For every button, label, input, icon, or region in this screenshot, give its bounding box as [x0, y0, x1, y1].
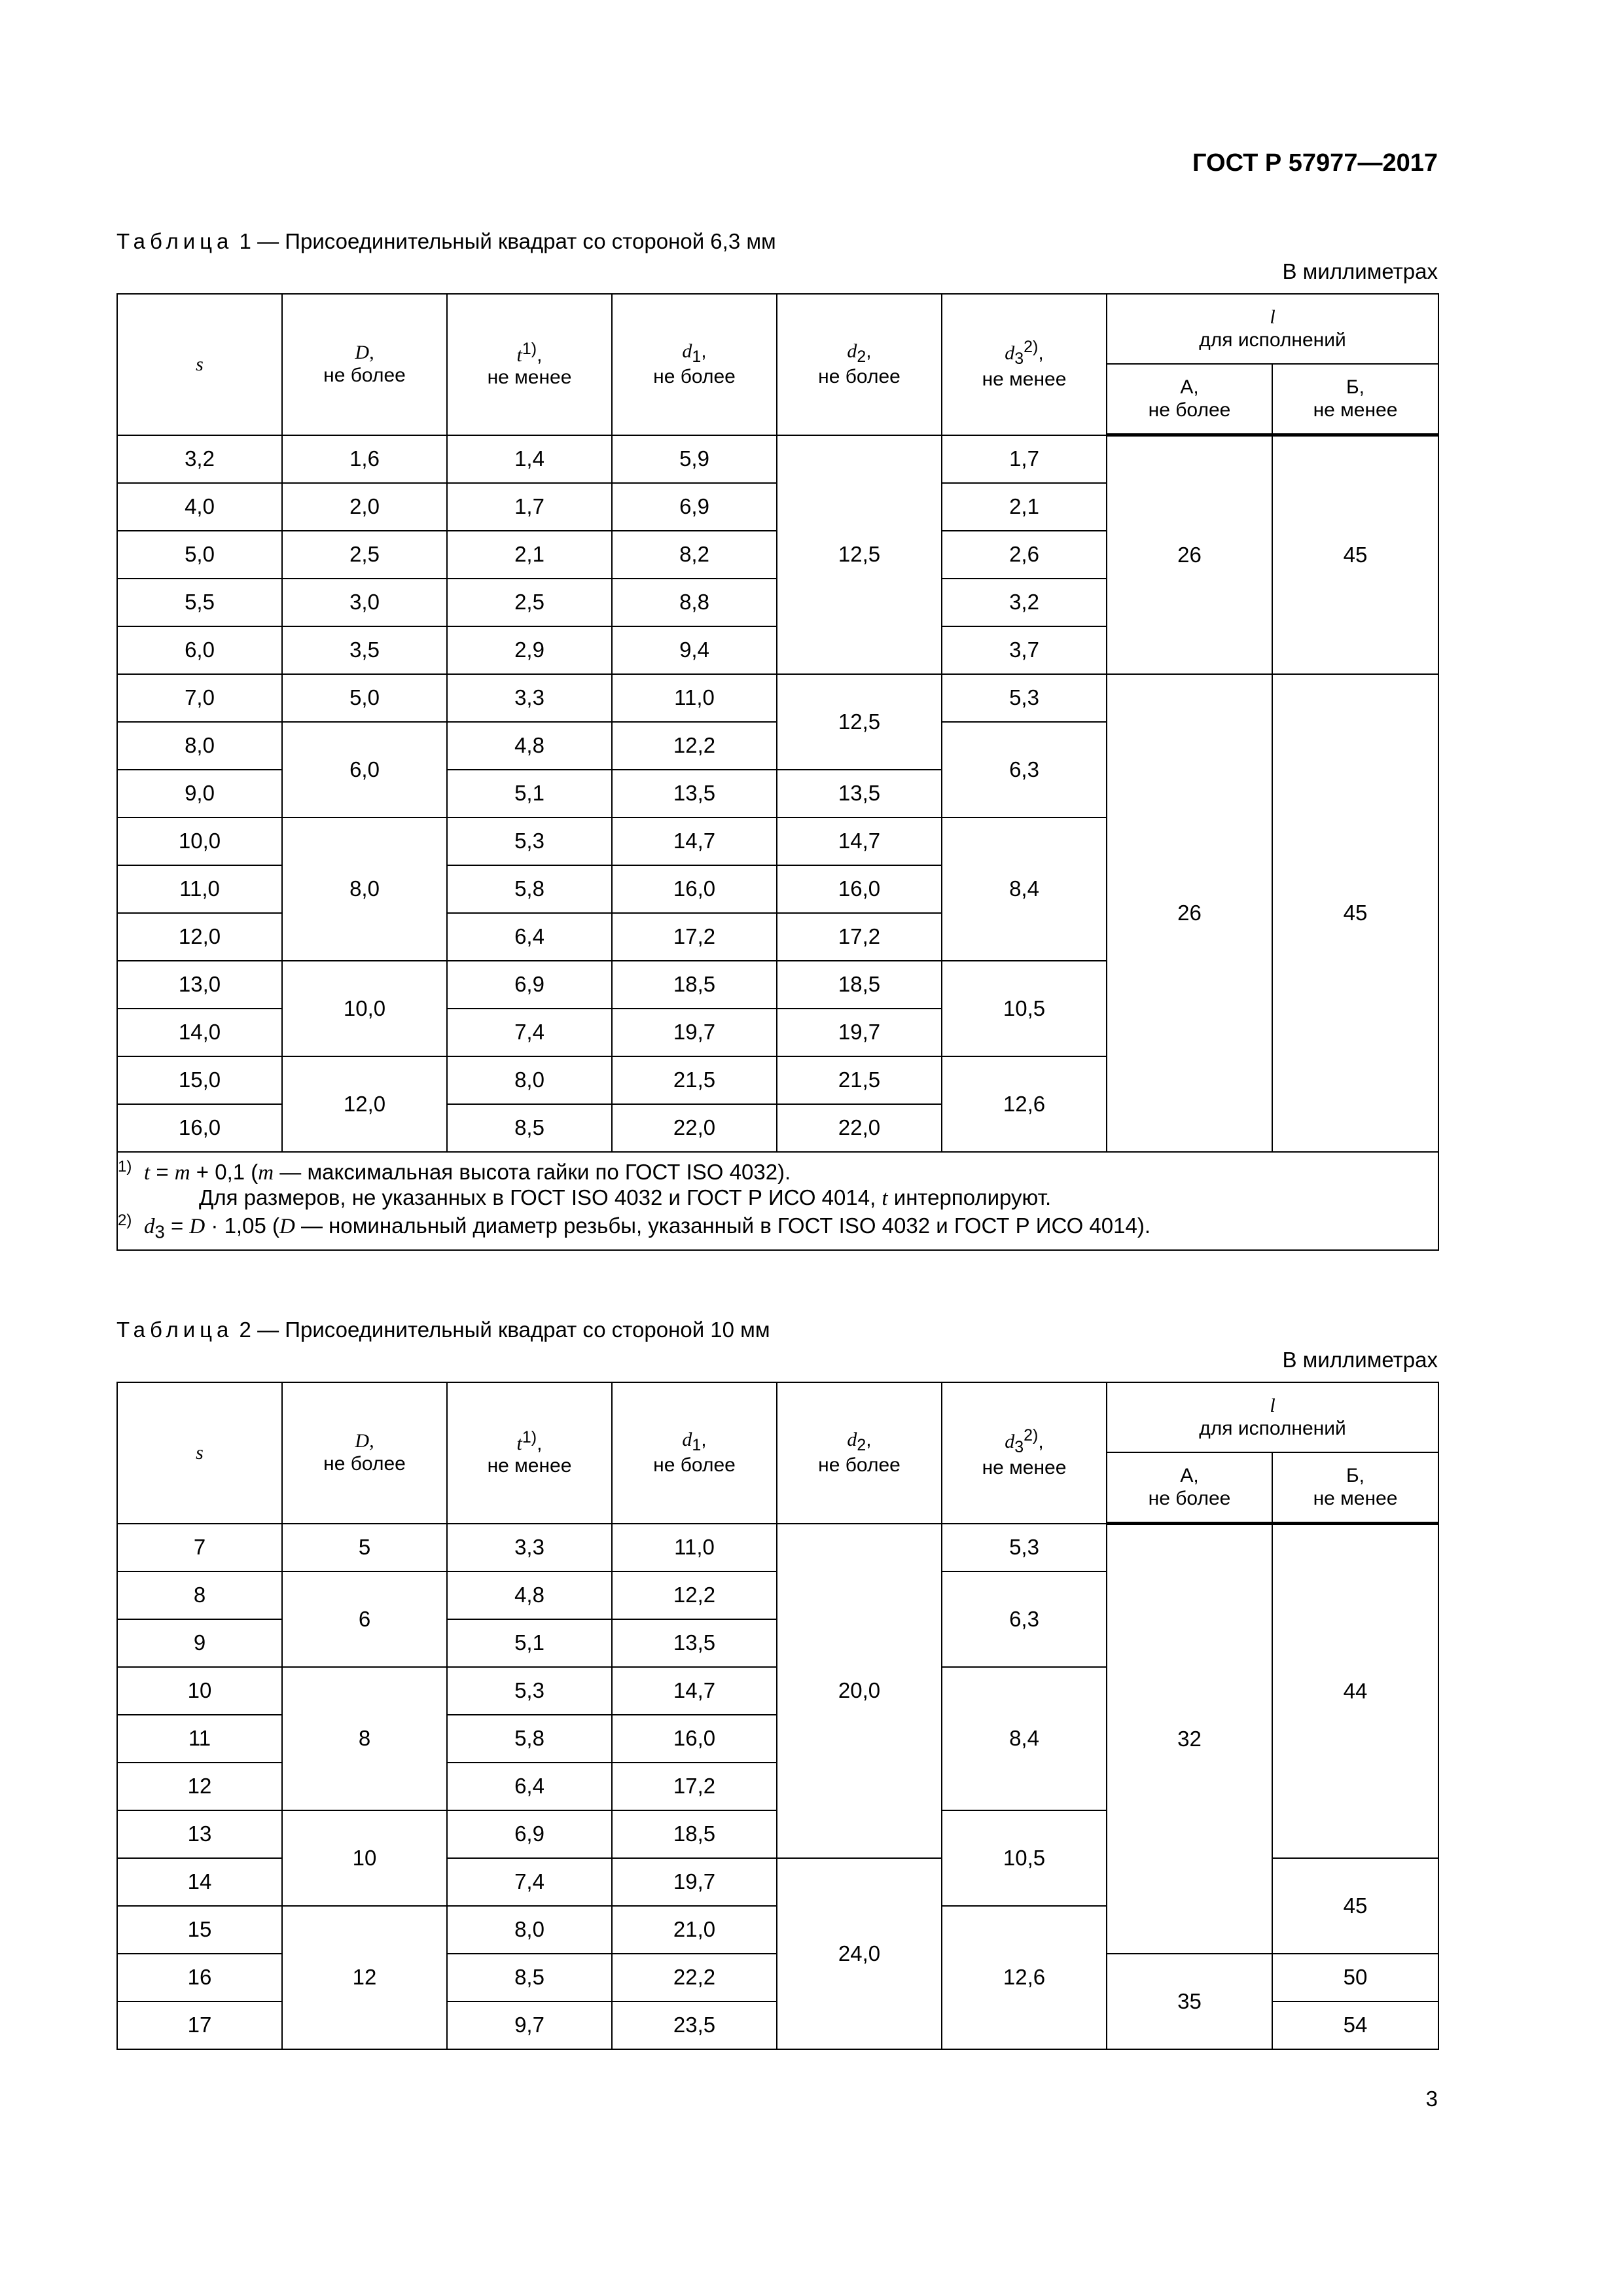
table-cell: 2,1	[942, 483, 1107, 531]
table-cell: 12,2	[612, 722, 777, 770]
table-cell: 1,7	[447, 483, 612, 531]
col-head-d1: $d_1$, не более	[612, 1382, 777, 1524]
footnote-2: 2) $d_3 = D \cdot 1,05$ (D — номинальный диаметр резьбы, указанный в ГОСТ ISO 4032 и ГОСТ Р ИСО 4014).	[118, 1211, 1151, 1242]
table-cell: 10,0	[282, 961, 447, 1056]
table-cell: 13,5	[612, 1619, 777, 1667]
table-cell: 16	[117, 1954, 282, 2001]
table-cell: 14	[117, 1858, 282, 1906]
table1-footnotes	[117, 1152, 1438, 1250]
table-cell: 8,5	[447, 1104, 612, 1152]
col-head-s: s	[117, 294, 282, 435]
table-cell: 21,5	[777, 1056, 942, 1104]
table-cell: 5,0	[282, 674, 447, 722]
col-head-d3: $d_3^{2)}$, не менее	[942, 1382, 1107, 1524]
table-cell: 5,3	[447, 817, 612, 865]
table-cell: 10,5	[942, 961, 1107, 1056]
col-head-l: l для исполнений	[1107, 294, 1438, 364]
table-cell: 16,0	[777, 865, 942, 913]
table2-caption: Таблица 2 — Присоединительный квадрат со стороной 10 мм	[116, 1318, 770, 1342]
table-1	[116, 293, 1439, 1251]
table-cell: 2,6	[942, 531, 1107, 579]
table-cell: 5,9	[612, 435, 777, 483]
table-cell: 8,5	[447, 1954, 612, 2001]
table-cell: 5,0	[117, 531, 282, 579]
table-cell: 17,2	[777, 913, 942, 961]
table-cell: 2,0	[282, 483, 447, 531]
table-cell: 19,7	[612, 1009, 777, 1056]
table-cell: 5	[282, 1524, 447, 1571]
table-cell: 5,1	[447, 770, 612, 817]
table-cell: 12,5	[777, 674, 942, 770]
col-head-s: s	[117, 1382, 282, 1524]
col-head-B: Б, не менее	[1272, 364, 1438, 435]
table-cell: 8,0	[117, 722, 282, 770]
table-cell: 6,9	[447, 1810, 612, 1858]
table-cell: 9	[117, 1619, 282, 1667]
table-cell: 5,8	[447, 865, 612, 913]
table-cell: 19,7	[612, 1858, 777, 1906]
table-cell: 6,0	[117, 626, 282, 674]
table-cell: 18,5	[777, 961, 942, 1009]
table-cell: 2,5	[282, 531, 447, 579]
table-cell: 8,8	[612, 579, 777, 626]
table-cell: 23,5	[612, 2001, 777, 2049]
table1-units: В миллиметрах	[1282, 259, 1438, 283]
col-head-d3: $d_3^{2)}$, не менее	[942, 294, 1107, 435]
table-cell: 13,0	[117, 961, 282, 1009]
table-cell: 4,8	[447, 722, 612, 770]
table-cell: 8,0	[282, 817, 447, 961]
table-cell: 6,4	[447, 1763, 612, 1810]
table-cell: 2,9	[447, 626, 612, 674]
col-head-A: А, не более	[1107, 1452, 1272, 1524]
table-cell: 7,0	[117, 674, 282, 722]
table-cell: 1,6	[282, 435, 447, 483]
table-cell: 8	[282, 1667, 447, 1810]
footnote-1-line-2: Для размеров, не указанных в ГОСТ ISO 4032 и ГОСТ Р ИСО 4014, t интерполируют.	[199, 1185, 1052, 1211]
col-head-d2: $d_2$, не более	[777, 1382, 942, 1524]
table-cell: 13	[117, 1810, 282, 1858]
table-cell: 5,3	[942, 1524, 1107, 1571]
table-cell: 12	[117, 1763, 282, 1810]
table-cell: 16,0	[612, 1715, 777, 1763]
table-cell: 44	[1272, 1524, 1438, 1858]
table-cell: 9,0	[117, 770, 282, 817]
table-cell: 3,0	[282, 579, 447, 626]
table-cell: 15,0	[117, 1056, 282, 1104]
table-cell: 12,5	[777, 435, 942, 674]
table-cell: 12,0	[117, 913, 282, 961]
table-cell: 7,4	[447, 1858, 612, 1906]
table-row	[117, 1524, 1438, 1571]
table-cell: 6,0	[282, 722, 447, 817]
table-cell: 14,7	[612, 1667, 777, 1715]
table-cell: 6,9	[612, 483, 777, 531]
table-cell: 22,0	[777, 1104, 942, 1152]
table-cell: 1,7	[942, 435, 1107, 483]
col-head-l: l для исполнений	[1107, 1382, 1438, 1452]
table-cell: 8	[117, 1571, 282, 1619]
table1-caption: Таблица 1 — Присоединительный квадрат со стороной 6,3 мм	[116, 229, 776, 253]
table-cell: 21,5	[612, 1056, 777, 1104]
table-cell: 10	[282, 1810, 447, 1906]
table-cell: 50	[1272, 1954, 1438, 2001]
table-cell: 12,6	[942, 1906, 1107, 2049]
table-cell: 16,0	[117, 1104, 282, 1152]
table-cell: 11,0	[117, 865, 282, 913]
table-cell: 12	[282, 1906, 447, 2049]
table-cell: 24,0	[777, 1858, 942, 2049]
table-cell: 13,5	[777, 770, 942, 817]
table-cell: 18,5	[612, 961, 777, 1009]
table-row	[117, 674, 1438, 722]
table-cell: 11	[117, 1715, 282, 1763]
document-number: ГОСТ Р 57977—2017	[1192, 149, 1438, 177]
table-cell: 7,4	[447, 1009, 612, 1056]
table-row	[117, 435, 1438, 483]
table-cell: 14,7	[612, 817, 777, 865]
table-cell: 2,1	[447, 531, 612, 579]
table-cell: 8,0	[447, 1906, 612, 1954]
table-cell: 3,5	[282, 626, 447, 674]
table-cell: 9,4	[612, 626, 777, 674]
table-cell: 3,2	[117, 435, 282, 483]
col-head-A: А, не более	[1107, 364, 1272, 435]
col-head-d2: $d_2$, не более	[777, 294, 942, 435]
table2-units: В миллиметрах	[1282, 1348, 1438, 1372]
table-cell: 8,2	[612, 531, 777, 579]
col-head-t: $t^{1)}$, не менее	[447, 1382, 612, 1524]
table-cell: 8,4	[942, 1667, 1107, 1810]
table-cell: 22,0	[612, 1104, 777, 1152]
table-cell: 1,4	[447, 435, 612, 483]
footnote-1: 1) t = m + 0,1 (m — максимальная высота гайки по ГОСТ ISO 4032).	[118, 1157, 791, 1185]
table-cell: 18,5	[612, 1810, 777, 1858]
table-cell: 5,8	[447, 1715, 612, 1763]
table-cell: 20,0	[777, 1524, 942, 1858]
table-cell: 5,3	[447, 1667, 612, 1715]
table-cell: 12,6	[942, 1056, 1107, 1152]
table-cell: 3,3	[447, 674, 612, 722]
table-cell: 12,2	[612, 1571, 777, 1619]
table-cell: 3,7	[942, 626, 1107, 674]
table-cell: 5,1	[447, 1619, 612, 1667]
table-cell: 4,0	[117, 483, 282, 531]
table-cell: 15	[117, 1906, 282, 1954]
col-head-t: $t^{1)}$, не менее	[447, 294, 612, 435]
table-2	[116, 1382, 1439, 2050]
table-cell: 6,3	[942, 1571, 1107, 1667]
table-cell: 5,5	[117, 579, 282, 626]
table-cell: 3,2	[942, 579, 1107, 626]
col-head-D: D, не более	[282, 294, 447, 435]
col-head-d1: $d_1$, не более	[612, 294, 777, 435]
table-cell: 32	[1107, 1524, 1272, 1954]
table-cell: 45	[1272, 435, 1438, 674]
table-cell: 5,3	[942, 674, 1107, 722]
page-number: 3	[1425, 2087, 1438, 2111]
table-cell: 10	[117, 1667, 282, 1715]
table-cell: 10,0	[117, 817, 282, 865]
col-head-D: D, не более	[282, 1382, 447, 1524]
table-cell: 21,0	[612, 1906, 777, 1954]
table-cell: 11,0	[612, 674, 777, 722]
table-cell: 10,5	[942, 1810, 1107, 1906]
table-cell: 7	[117, 1524, 282, 1571]
table-cell: 6	[282, 1571, 447, 1667]
col-head-B: Б, не менее	[1272, 1452, 1438, 1524]
table-cell: 26	[1107, 435, 1272, 674]
table-cell: 2,5	[447, 579, 612, 626]
table-cell: 6,3	[942, 722, 1107, 817]
table-cell: 17,2	[612, 913, 777, 961]
table-cell: 4,8	[447, 1571, 612, 1619]
table-cell: 45	[1272, 674, 1438, 1152]
table-cell: 11,0	[612, 1524, 777, 1571]
table-cell: 16,0	[612, 865, 777, 913]
table-cell: 26	[1107, 674, 1272, 1152]
table-cell: 17,2	[612, 1763, 777, 1810]
table-cell: 45	[1272, 1858, 1438, 1954]
table-cell: 8,0	[447, 1056, 612, 1104]
table-cell: 3,3	[447, 1524, 612, 1571]
table-cell: 19,7	[777, 1009, 942, 1056]
table-cell: 35	[1107, 1954, 1272, 2049]
table-cell: 6,4	[447, 913, 612, 961]
table1-footnotes-row	[117, 1152, 1438, 1250]
table-cell: 17	[117, 2001, 282, 2049]
table-cell: 9,7	[447, 2001, 612, 2049]
table-cell: 54	[1272, 2001, 1438, 2049]
table-cell: 13,5	[612, 770, 777, 817]
table-cell: 14,7	[777, 817, 942, 865]
table-cell: 14,0	[117, 1009, 282, 1056]
table-cell: 12,0	[282, 1056, 447, 1152]
table-cell: 22,2	[612, 1954, 777, 2001]
table-cell: 6,9	[447, 961, 612, 1009]
table-cell: 8,4	[942, 817, 1107, 961]
